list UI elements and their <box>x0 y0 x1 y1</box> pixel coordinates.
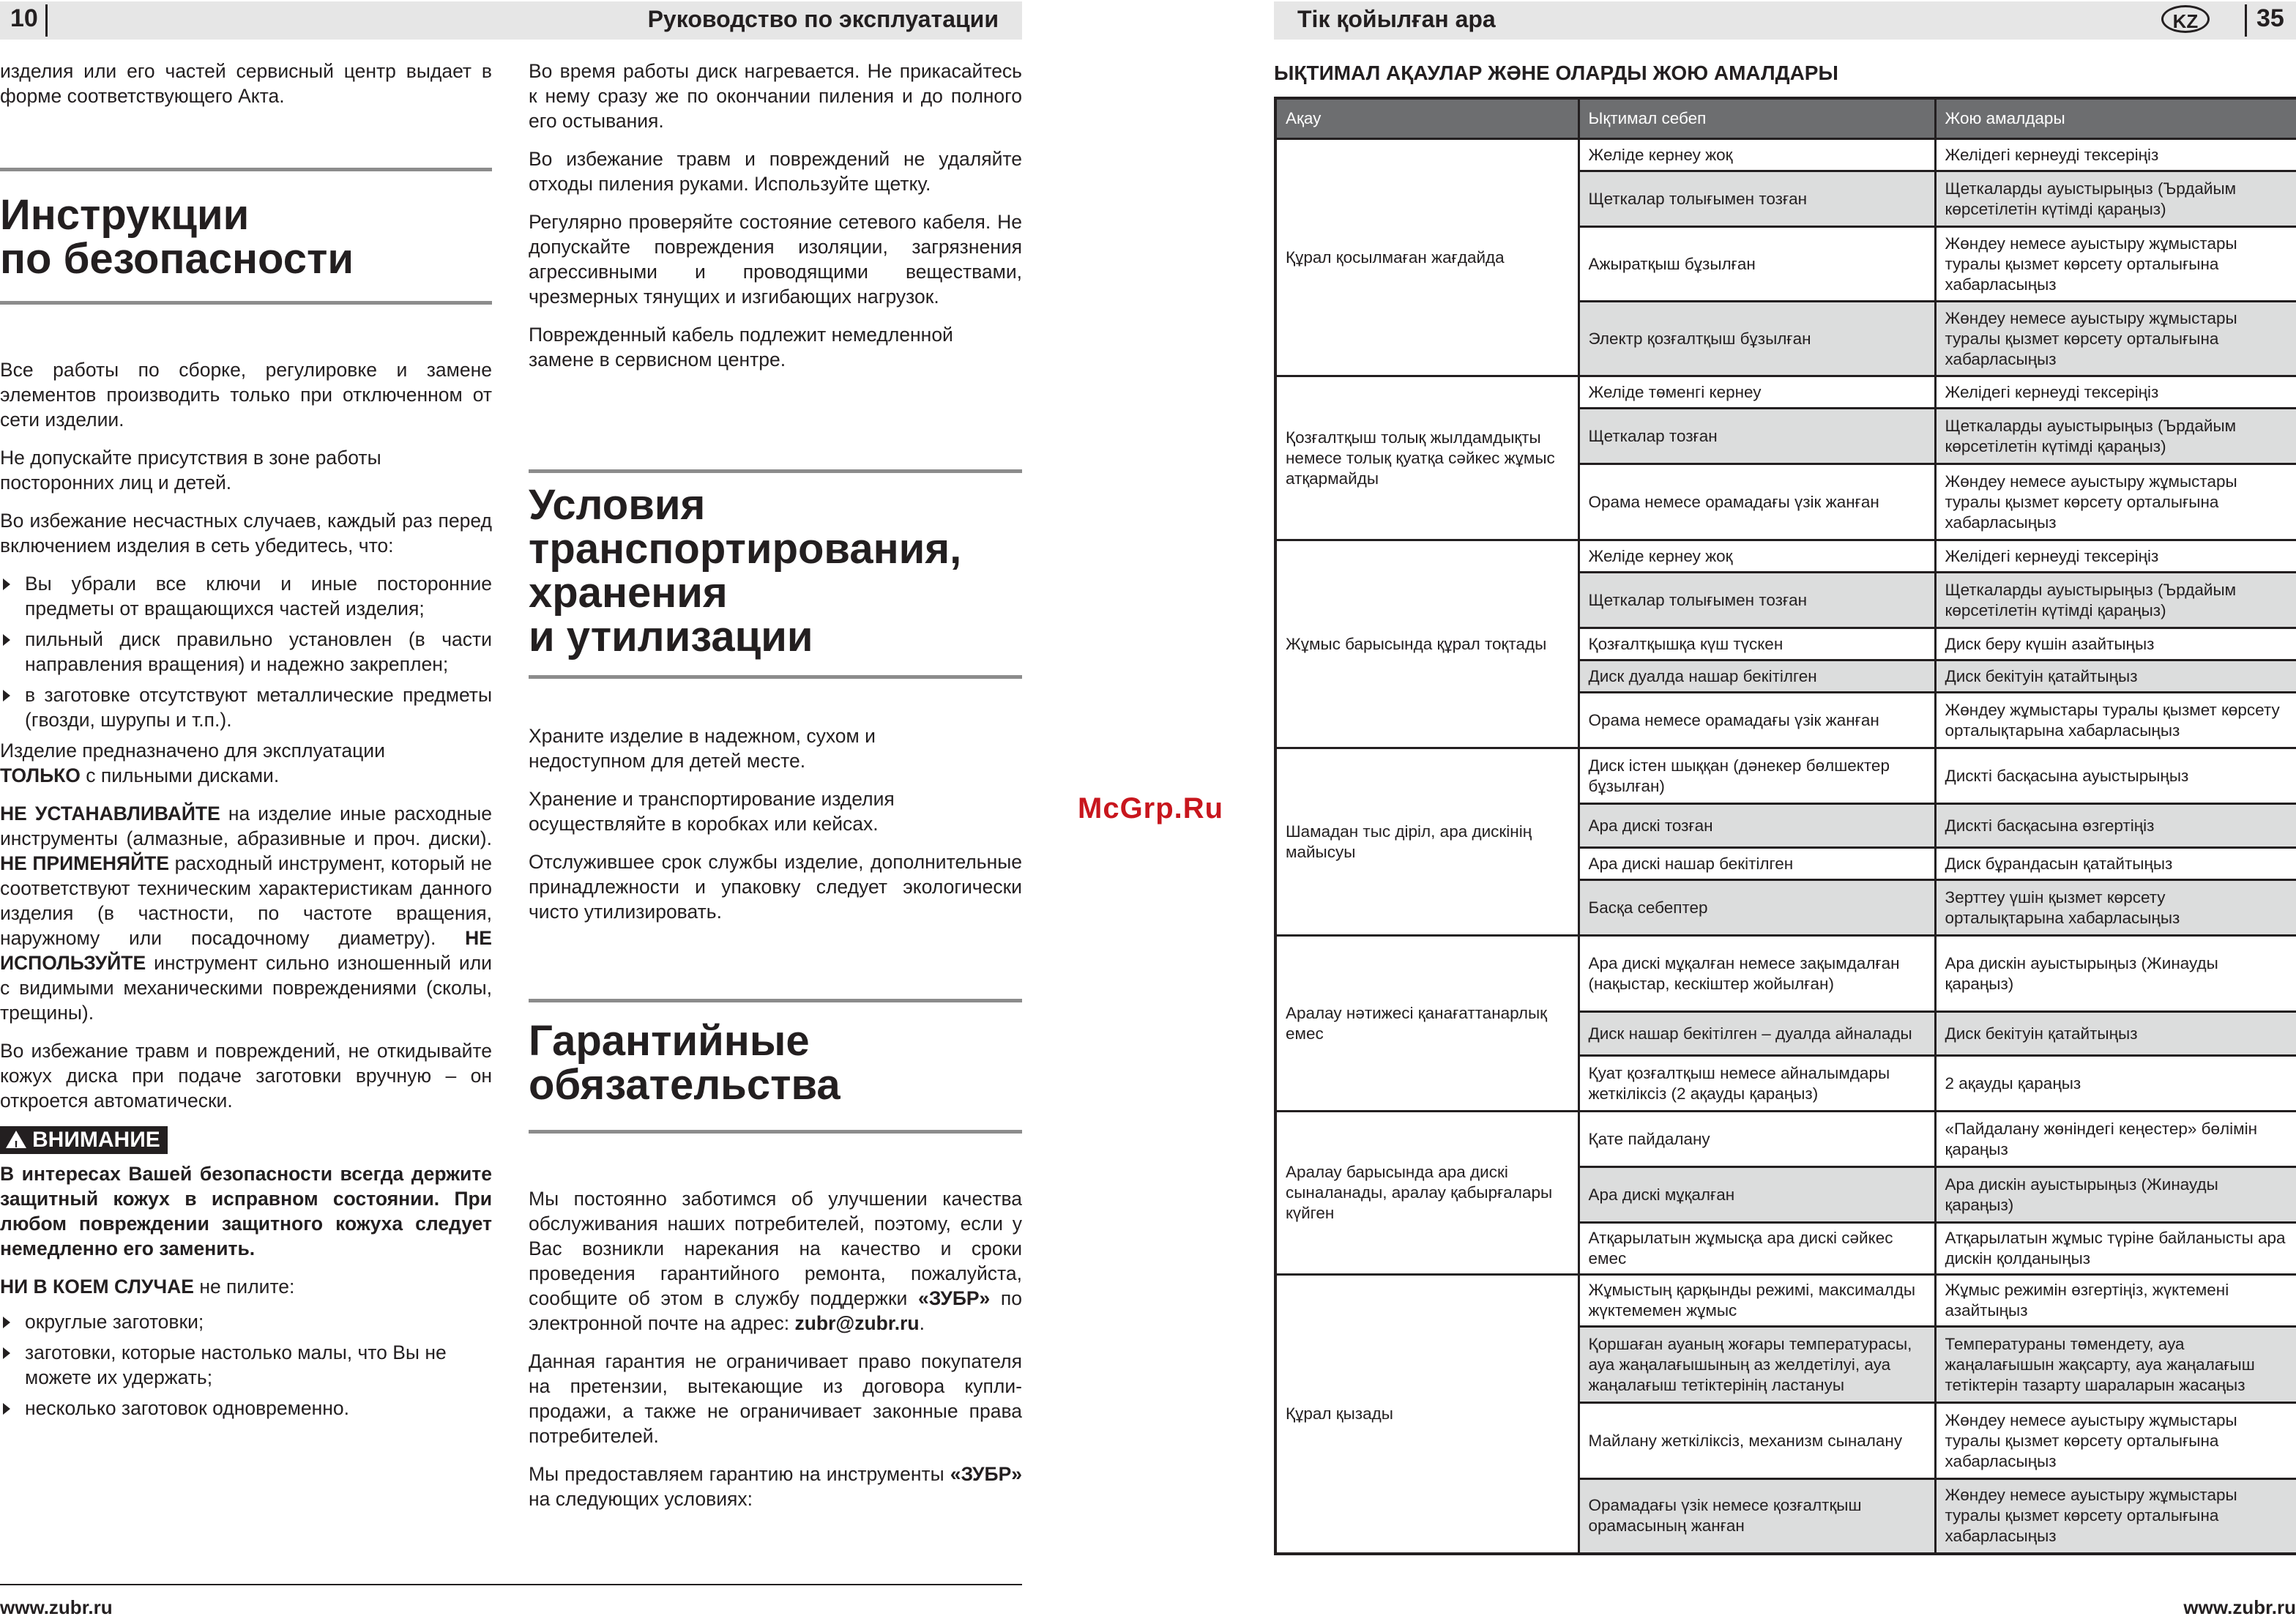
fix-cell: Жөндеу немесе ауыстыру жұмыстары туралы қызмет көрсету орталығына хабарласыңыз <box>1935 302 2296 376</box>
section-title-transport <box>529 483 1022 659</box>
cause-cell: Ара дискі мұқалған немесе зақымдалған (нақыстар, кескіштер жойылған) <box>1578 936 1935 1012</box>
section-rule <box>529 469 1022 473</box>
paragraph: Отслужившее срок службы изделие, дополнительные принадлежности и упаковку следует экологически чисто утилизировать. <box>529 851 1022 923</box>
fault-cell: Құрал қосылмаған жағдайда <box>1275 139 1578 376</box>
text: Мы постоянно заботимся об улучшении качества обслуживания наших потребителей, поэтому, если у Вас возникли нарекания на качество и сроки проведения гарантийного ремонта, пожалуйста, сообщите об этом в службу поддержки <box>529 1188 1022 1309</box>
paragraph: Во время работы диск нагревается. Не прикасайтесь к нему сразу же по окончании пиления и до полного его остывания. <box>529 60 1022 132</box>
brand-name: «ЗУБР» <box>950 1463 1022 1485</box>
text: с пильными дисками. <box>86 764 280 786</box>
paragraph <box>0 801 492 1025</box>
fix-cell: Жөндеу немесе ауыстыру жұмыстары туралы қызмет көрсету орталығына хабарласыңыз <box>1935 1479 2296 1554</box>
list-item-text: заготовки, которые настолько малы, что Вы не можете их удержать; <box>25 1341 447 1388</box>
cause-cell: Майлану жеткіліксіз, механизм сыналану <box>1578 1403 1935 1479</box>
table-header-row <box>1275 98 2296 139</box>
warning-text: В интересах Вашей безопасности всегда держите защитный кожух в исправном состоянии. При любом повреждении защитного кожуха следует немедленно его заменить. <box>0 1163 492 1259</box>
table-row <box>1275 376 2296 409</box>
bullet-arrow-icon <box>3 1347 10 1359</box>
table-row <box>1275 748 2296 804</box>
section-rule <box>0 301 492 305</box>
fix-cell: Щеткаларды ауыстырыңыз (Ърдайым көрсетілетін күтімді қараңыз) <box>1935 573 2296 628</box>
right-page-number: 35 <box>2256 4 2284 32</box>
cause-cell: Басқа себептер <box>1578 880 1935 936</box>
paragraph: Храните изделие в надежном, сухом и недоступном для детей месте. <box>529 725 876 772</box>
fix-cell: Ара дискін ауыстырыңыз (Жинауды қараңыз) <box>1935 1167 2296 1223</box>
list-item <box>0 1396 492 1421</box>
table-row <box>1275 936 2296 1012</box>
warning-badge <box>0 1126 168 1154</box>
section-rule <box>0 168 492 171</box>
bullet-arrow-icon <box>3 634 10 646</box>
section-rule <box>529 999 1022 1002</box>
table-row <box>1275 540 2296 573</box>
paragraph: Регулярно проверяйте состояние сетевого кабеля. Не допускайте повреждения изоляции, загрязнения агрессивными и проводящими веществами, чрезмерных тянущих и изгибающих нагрузок. <box>529 211 1022 308</box>
section-title-line: хранения <box>529 569 728 617</box>
section-title-line: Гарантийные <box>529 1017 810 1065</box>
watermark: McGrp.Ru <box>1078 792 1224 825</box>
fix-cell: Диск бұрандасын қатайтыңыз <box>1935 848 2296 880</box>
list-item-text: несколько заготовок одновременно. <box>25 1397 349 1419</box>
fix-cell: Желідегі кернеуді тексеріңіз <box>1935 540 2296 573</box>
right-header-title: Тік қойылған ара <box>1297 6 1496 32</box>
emphasis: НИ В КОЕМ СЛУЧАЕ <box>0 1276 194 1298</box>
fix-cell: «Пайдалану жөніндегі кеңестер» бөлімін қараңыз <box>1935 1112 2296 1167</box>
cause-cell: Қоршаған ауаның жоғары температурасы, ауа жаңалағышының аз желдетілуі, ауа жаңалағыш тетіктерінің ластануы <box>1578 1327 1935 1403</box>
list-item <box>0 1340 492 1390</box>
cause-cell: Диск істен шыққан (дәнекер бөлшектер бұзылған) <box>1578 748 1935 804</box>
section-rule <box>529 1130 1022 1134</box>
section-rule <box>529 675 1022 679</box>
fix-cell: Диск беру күшін азайтыңыз <box>1935 628 2296 660</box>
bullet-arrow-icon <box>3 1317 10 1328</box>
paragraph: Хранение и транспортирование изделия осуществляйте в коробках или кейсах. <box>529 788 895 835</box>
fix-cell: Диск бекітуін қатайтыңыз <box>1935 660 2296 693</box>
list-item <box>0 571 492 621</box>
cause-cell: Ара дискі мұқалған <box>1578 1167 1935 1223</box>
bullet-arrow-icon <box>3 690 10 701</box>
cause-cell: Ажыратқыш бұзылған <box>1578 227 1935 302</box>
prohibited-list <box>0 1309 492 1421</box>
paragraph: Не допускайте присутствия в зоне работы посторонних лиц и детей. <box>0 447 381 494</box>
text: на следующих условиях: <box>529 1488 753 1510</box>
left-column-2-storage <box>529 723 1022 937</box>
paragraph: Поврежденный кабель подлежит немедленной замене в сервисном центре. <box>529 324 953 371</box>
text: на изделие иные расходные инструменты (алмазные, абразивные и проч. диски). <box>0 803 492 849</box>
language-badge: KZ <box>2161 5 2210 33</box>
cause-cell: Ара дискі тозған <box>1578 804 1935 848</box>
support-email: zubr@zubr.ru <box>794 1312 920 1334</box>
fix-cell: Щеткаларды ауыстырыңыз (Ърдайым көрсетілетін күтімді қараңыз) <box>1935 409 2296 464</box>
fix-cell: Диск бекітуін қатайтыңыз <box>1935 1012 2296 1056</box>
section-title-line: по безопасности <box>0 235 354 283</box>
fix-cell: Жөндеу немесе ауыстыру жұмыстары туралы қызмет көрсету орталығына хабарласыңыз <box>1935 227 2296 302</box>
cause-cell: Атқарылатын жұмысқа ара дискі сәйкес емес <box>1578 1223 1935 1275</box>
bullet-arrow-icon <box>3 578 10 590</box>
left-column-1-body <box>0 357 492 1426</box>
left-header-divider <box>45 4 48 37</box>
cause-cell: Электр қозғалтқыш бұзылған <box>1578 302 1935 376</box>
fix-cell: Дискті басқасына өзгертіңіз <box>1935 804 2296 848</box>
paragraph <box>0 1274 492 1299</box>
footer-rule <box>0 1584 1022 1585</box>
fault-cell: Шамадан тыс діріл, ара дискінің майысуы <box>1275 748 1578 936</box>
list-item-text: округлые заготовки; <box>25 1311 204 1333</box>
cause-cell: Орамадағы үзік немесе қозғалтқыш орамасының жанған <box>1578 1479 1935 1554</box>
paragraph: Все работы по сборке, регулировке и замене элементов производить только при отключенном от сети изделии. <box>0 359 492 431</box>
cause-cell: Қозғалтқышқа күш түскен <box>1578 628 1935 660</box>
column-header: Ақау <box>1275 98 1578 139</box>
troubleshooting-table <box>1274 97 2296 1555</box>
fix-cell: Атқарылатын жұмыс түріне байланысты ара дискін қолданыңыз <box>1935 1223 2296 1275</box>
cause-cell: Желіде төменгі кернеу <box>1578 376 1935 409</box>
fault-cell: Аралау барысында ара дискі сыналанады, аралау қабырғалары күйген <box>1275 1112 1578 1275</box>
warning-icon: ! <box>6 1131 26 1148</box>
fix-cell: Жөндеу жұмыстары туралы қызмет көрсету орталықтарына хабарласыңыз <box>1935 693 2296 748</box>
text: по электронной почте на адрес: <box>529 1287 1022 1334</box>
list-item-text: Вы убрали все ключи и иные посторонние предметы от вращающихся частей изделия; <box>25 573 492 619</box>
cause-cell: Щеткалар толығымен тозған <box>1578 573 1935 628</box>
fix-cell: Желідегі кернеуді тексеріңіз <box>1935 376 2296 409</box>
cause-cell: Жұмыстың қарқынды режимі, максималды жүктемемен жұмыс <box>1578 1275 1935 1327</box>
cause-cell: Ара дискі нашар бекітілген <box>1578 848 1935 880</box>
section-title-line: обязательства <box>529 1061 840 1109</box>
cause-cell: Қуат қозғалтқыш немесе айналымдары жеткіліксіз (2 ақауды қараңыз) <box>1578 1056 1935 1112</box>
left-column-2-warranty <box>529 1186 1022 1525</box>
section-title-warranty <box>529 1019 1022 1107</box>
list-item-text: в заготовке отсутствуют металлические предметы (гвозди, шурупы и т.п.). <box>25 684 492 731</box>
paragraph: Данная гарантия не ограничивает право покупателя на претензии, вытекающие из договора купли-продажи, а также не ограничивает законные права потребителей. <box>529 1350 1022 1447</box>
fix-cell: Ара дискін ауыстырыңыз (Жинауды қараңыз) <box>1935 936 2296 1012</box>
emphasis: НЕ ИСПОЛЬЗУЙТЕ <box>0 927 492 974</box>
text: Изделие предназначено для эксплуатации <box>0 740 385 762</box>
fix-cell: Температураны төмендету, ауа жаңалағышын жақсарту, ауа жаңалағыш тетіктерін тазарту шараларын жасаңыз <box>1935 1327 2296 1403</box>
section-title-safety <box>0 193 492 281</box>
paragraph <box>529 1462 1022 1511</box>
cause-cell: Диск дуалда нашар бекітілген <box>1578 660 1935 693</box>
table-row <box>1275 1112 2296 1167</box>
list-item <box>0 1309 492 1334</box>
table-body <box>1275 139 2296 1554</box>
intro-paragraph: изделия или его частей сервисный центр выдает в форме соответствующего Акта. <box>0 60 492 107</box>
fix-cell: Дискті басқасына ауыстырыңыз <box>1935 748 2296 804</box>
checklist <box>0 571 492 732</box>
warning-label: ВНИМАНИЕ <box>32 1128 160 1152</box>
fix-cell: Жөндеу немесе ауыстыру жұмыстары туралы қызмет көрсету орталығына хабарласыңыз <box>1935 464 2296 540</box>
left-header-title: Руководство по эксплуатации <box>647 6 999 32</box>
fix-cell: Жөндеу немесе ауыстыру жұмыстары туралы қызмет көрсету орталығына хабарласыңыз <box>1935 1403 2296 1479</box>
cause-cell: Орама немесе орамадағы үзік жанған <box>1578 693 1935 748</box>
section-title-line: Условия <box>529 481 706 529</box>
fault-cell: Аралау нәтижесі қанағаттанарлық емес <box>1275 936 1578 1112</box>
fault-cell: Жұмыс барысында құрал тоқтады <box>1275 540 1578 748</box>
fix-cell: Щеткаларды ауыстырыңыз (Ърдайым көрсетілетін күтімді қараңыз) <box>1935 171 2296 227</box>
cause-cell: Диск нашар бекітілген – дуалда айналады <box>1578 1012 1935 1056</box>
text: Мы предоставляем гарантию на инструменты <box>529 1463 944 1485</box>
right-footer-url: www.zubr.ru <box>2183 1596 2296 1618</box>
troubleshooting-title: ЫҚТИМАЛ АҚАУЛАР ЖӘНЕ ОЛАРДЫ ЖОЮ АМАЛДАРЫ <box>1274 62 1838 84</box>
list-item <box>0 682 492 732</box>
emphasis: ТОЛЬКО <box>0 764 81 786</box>
column-header: Ықтимал себеп <box>1578 98 1935 139</box>
cause-cell: Желіде кернеу жоқ <box>1578 540 1935 573</box>
list-item <box>0 627 492 677</box>
fix-cell: Желідегі кернеуді тексеріңіз <box>1935 139 2296 171</box>
table-row <box>1275 1275 2296 1327</box>
cause-cell: Желіде кернеу жоқ <box>1578 139 1935 171</box>
left-page-number: 10 <box>10 4 38 32</box>
table-row <box>1275 139 2296 171</box>
cause-cell: Орама немесе орамадағы үзік жанған <box>1578 464 1935 540</box>
fix-cell: Жұмыс режимін өзгертіңіз, жүктемені азайтыңыз <box>1935 1275 2296 1327</box>
paragraph: Во избежание несчастных случаев, каждый раз перед включением изделия в сеть убедитесь, что: <box>0 510 492 557</box>
left-column-2-top <box>529 59 1022 385</box>
bullet-arrow-icon <box>3 1403 10 1415</box>
section-title-line: Инструкции <box>0 191 250 239</box>
brand-name: «ЗУБР» <box>918 1287 991 1309</box>
section-title-line: транспортирования, <box>529 525 962 573</box>
column-header: Жою амалдары <box>1935 98 2296 139</box>
text: не пилите: <box>199 1276 295 1298</box>
fault-cell: Құрал қызады <box>1275 1275 1578 1554</box>
emphasis: НЕ ПРИМЕНЯЙТЕ <box>0 852 169 874</box>
list-item-text: пильный диск правильно установлен (в части направления вращения) и надежно закреплен; <box>25 628 492 675</box>
left-column-1-intro <box>0 59 492 122</box>
fix-cell: Зерттеу үшін қызмет көрсету орталықтарына хабарласыңыз <box>1935 880 2296 936</box>
section-title-line: и утилизации <box>529 613 813 660</box>
text: инструмент сильно изношенный или с видимыми механическими повреждениями (сколы, трещины). <box>0 952 492 1024</box>
paragraph: Мы постоянно заботимся об улучшении качества обслуживания наших потребителей, поэтому, если у Вас возникли нарекания на качество и сроки проведения гарантийного ремонта, пожалуйста, сообщите об этом в службу поддержки «ЗУБР» по электронной почте на адрес: zubr@zubr.ru. <box>529 1188 1022 1334</box>
text: расходный инструмент, который не соответствуют техническим характеристикам данного изделия (в частности, по частоте вращения, наружному или посадочному диаметру). <box>0 852 493 949</box>
paragraph: Во избежание травм и повреждений, не откидывайте кожух диска при подаче заготовки вручную – он откроется автоматически. <box>0 1040 492 1112</box>
right-header-divider <box>2245 4 2247 37</box>
cause-cell: Щеткалар тозған <box>1578 409 1935 464</box>
paragraph <box>0 738 492 788</box>
fix-cell: 2 ақауды қараңыз <box>1935 1056 2296 1112</box>
cause-cell: Қате пайдалану <box>1578 1112 1935 1167</box>
fault-cell: Қозғалтқыш толық жылдамдықты немесе толық қуатқа сәйкес жұмыс атқармайды <box>1275 376 1578 540</box>
emphasis: НЕ УСТАНАВЛИВАЙТЕ <box>0 803 220 825</box>
left-footer-url: www.zubr.ru <box>0 1596 113 1618</box>
paragraph: Во избежание травм и повреждений не удаляйте отходы пиления руками. Используйте щетку. <box>529 148 1022 195</box>
cause-cell: Щеткалар толығымен тозған <box>1578 171 1935 227</box>
